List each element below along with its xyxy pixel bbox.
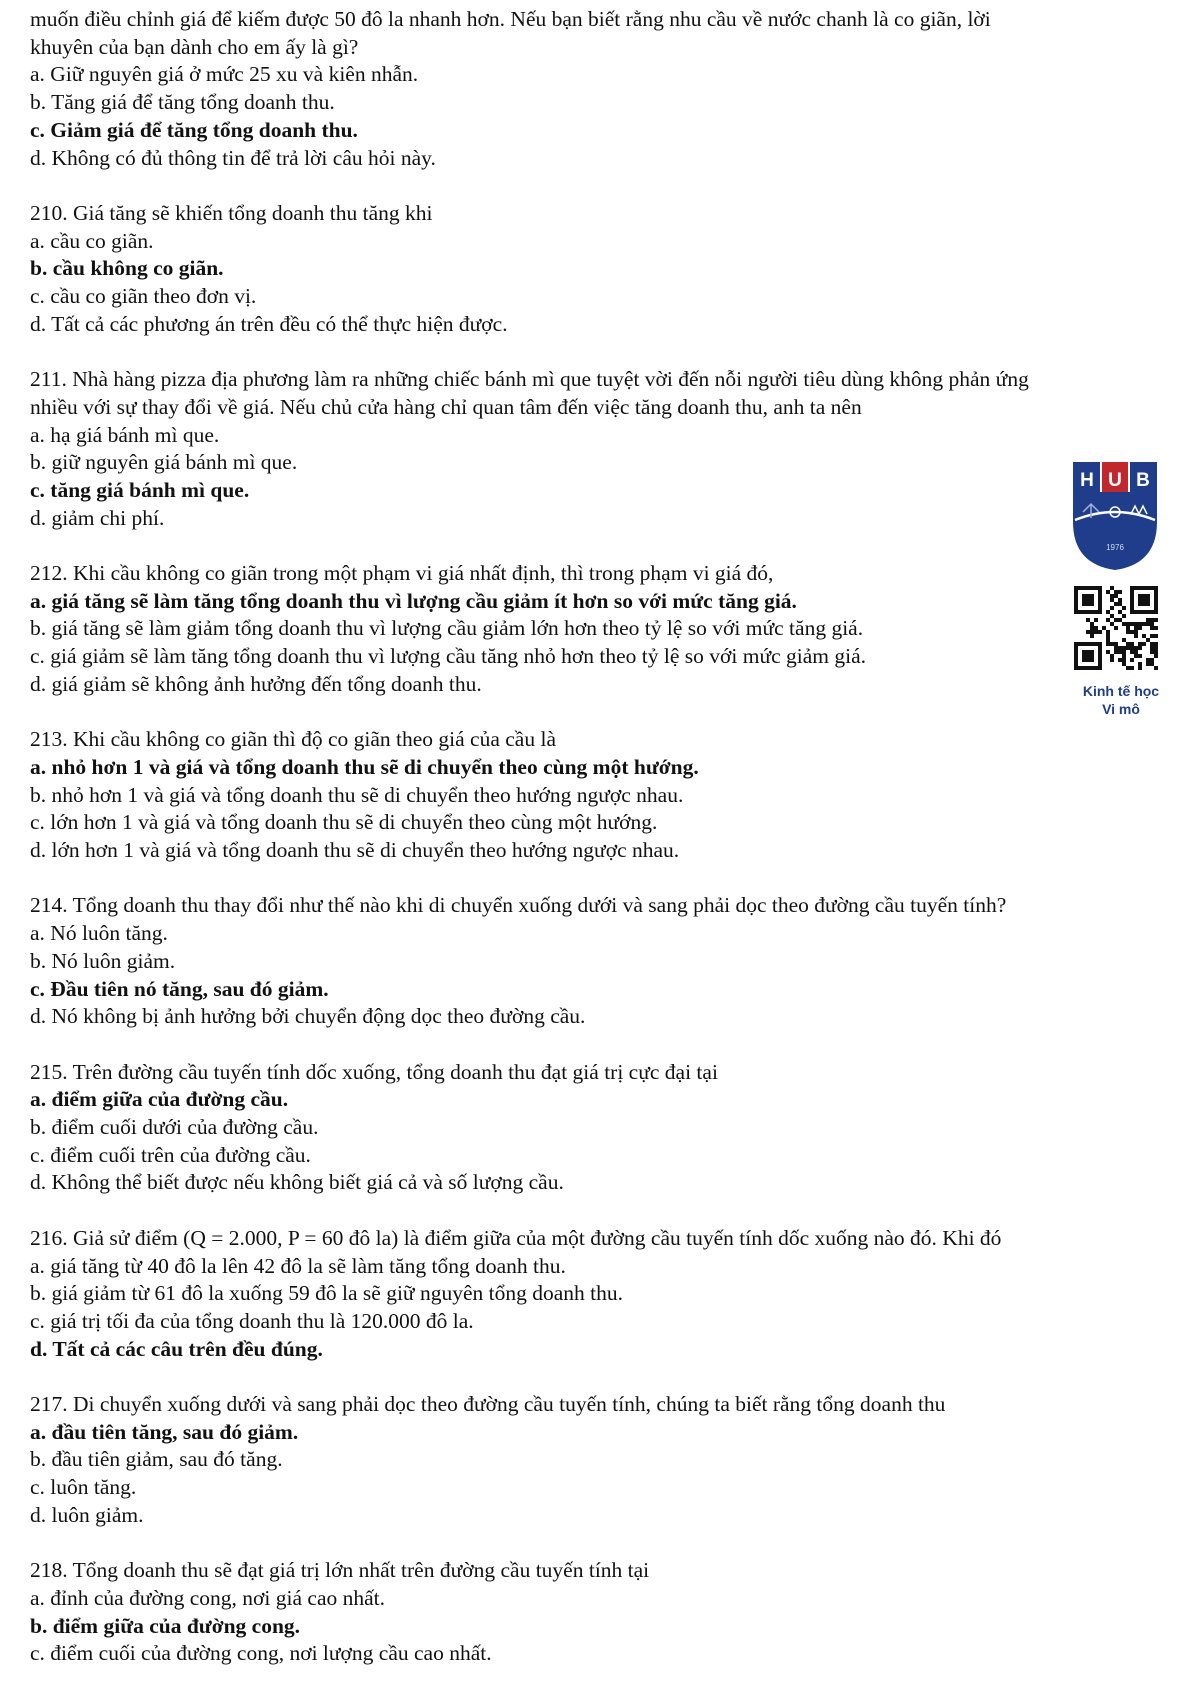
block-spacer	[30, 1031, 1160, 1059]
text-line: c. giá trị tối đa của tổng doanh thu là 120.000 đô la.	[30, 1308, 474, 1333]
logo-letter-b: B	[1136, 470, 1150, 491]
text-line: d. giá giảm sẽ không ảnh hưởng đến tổng doanh thu.	[30, 671, 482, 696]
text-line: 218. Tổng doanh thu sẽ đạt giá trị lớn nhất trên đường cầu tuyến tính tại	[30, 1558, 650, 1583]
question-block	[30, 1557, 1160, 1668]
text-line: 217. Di chuyển xuống dưới và sang phải dọc theo đường cầu tuyến tính, chúng ta biết rằng tổng doanh thu	[30, 1392, 946, 1417]
text-line: a. đỉnh của đường cong, nơi giá cao nhất.	[30, 1585, 386, 1610]
correct-answer-line: c. Giảm giá để tăng tổng doanh thu.	[30, 117, 358, 142]
text-line: b. giá tăng sẽ làm giảm tổng doanh thu vì lượng cầu giảm lớn hơn theo tỷ lệ so với mức tăng giá.	[30, 616, 864, 641]
block-spacer	[30, 532, 1160, 560]
text-line: b. Tăng giá để tăng tổng doanh thu.	[30, 90, 335, 115]
text-line: 212. Khi cầu không co giãn trong một phạm vi giá nhất định, thì trong phạm vi giá đó,	[30, 561, 774, 586]
text-line: d. Không thể biết được nếu không biết giá cả và số lượng cầu.	[30, 1170, 564, 1195]
correct-answer-line: c. tăng giá bánh mì que.	[30, 477, 250, 502]
branding-caption	[1071, 682, 1171, 718]
text-line: 213. Khi cầu không co giãn thì độ co giãn theo giá của cầu là	[30, 727, 556, 752]
correct-answer-line: d. Tất cả các câu trên đều đúng.	[30, 1336, 323, 1361]
block-spacer	[30, 865, 1160, 893]
block-spacer	[30, 699, 1160, 727]
text-line: a. hạ giá bánh mì que.	[30, 422, 220, 447]
text-line: 210. Giá tăng sẽ khiến tổng doanh thu tăng khi	[30, 200, 433, 225]
text-line: a. giá tăng từ 40 đô la lên 42 đô la sẽ làm tăng tổng doanh thu.	[30, 1253, 566, 1278]
text-line: b. nhỏ hơn 1 và giá và tổng doanh thu sẽ di chuyển theo hướng ngược nhau.	[30, 782, 684, 807]
question-block	[30, 726, 1160, 865]
text-line: a. cầu co giãn.	[30, 228, 154, 253]
question-block	[30, 1059, 1160, 1198]
text-line: c. điểm cuối trên của đường cầu.	[30, 1142, 311, 1167]
block-spacer	[30, 1530, 1160, 1558]
logo-year: 1976	[1106, 543, 1124, 552]
question-block	[30, 892, 1160, 1031]
text-line: 215. Trên đường cầu tuyến tính dốc xuống, tổng doanh thu đạt giá trị cực đại tại	[30, 1059, 718, 1084]
text-line: d. Không có đủ thông tin để trả lời câu hỏi này.	[30, 145, 436, 170]
text-line: b. điểm cuối dưới của đường cầu.	[30, 1115, 319, 1140]
text-line: 216. Giả sử điểm (Q = 2.000, P = 60 đô la) là điểm giữa của một đường cầu tuyến tính dốc xuống nào đó. Khi đó	[30, 1225, 1002, 1250]
text-line: d. lớn hơn 1 và giá và tổng doanh thu sẽ di chuyển theo hướng ngược nhau.	[30, 838, 680, 863]
text-line: 214. Tổng doanh thu thay đổi như thế nào khi di chuyển xuống dưới và sang phải dọc theo đường cầu tuyến tính?	[30, 893, 1007, 918]
text-line: c. luôn tăng.	[30, 1475, 137, 1500]
hub-logo-icon	[1071, 460, 1159, 572]
text-line: c. điểm cuối của đường cong, nơi lượng cầu cao nhất.	[30, 1641, 492, 1666]
correct-answer-line: c. Đầu tiên nó tăng, sau đó giảm.	[30, 976, 329, 1001]
text-line: d. giảm chi phí.	[30, 505, 165, 530]
text-line: a. Giữ nguyên giá ở mức 25 xu và kiên nhẫn.	[30, 62, 419, 87]
block-spacer	[30, 1363, 1160, 1391]
block-spacer	[30, 172, 1160, 200]
text-line: b. Nó luôn giảm.	[30, 948, 176, 973]
block-spacer	[30, 338, 1160, 366]
question-block	[30, 366, 1160, 532]
text-line: a. Nó luôn tăng.	[30, 921, 168, 946]
question-block	[30, 200, 1160, 339]
text-line: b. giá giảm từ 61 đô la xuống 59 đô la sẽ giữ nguyên tổng doanh thu.	[30, 1281, 623, 1306]
block-spacer	[30, 1197, 1160, 1225]
logo-letter-h: H	[1080, 470, 1094, 491]
text-line: b. giữ nguyên giá bánh mì que.	[30, 450, 298, 475]
correct-answer-line: a. điểm giữa của đường cầu.	[30, 1087, 289, 1112]
text-line: b. đầu tiên giảm, sau đó tăng.	[30, 1447, 283, 1472]
text-line: muốn điều chỉnh giá để kiếm được 50 đô la nhanh hơn. Nếu bạn biết rằng nhu cầu về nước chanh là co giãn, lời	[30, 7, 991, 31]
correct-answer-line: a. đầu tiên tăng, sau đó giảm.	[30, 1419, 299, 1444]
qr-code-icon	[1074, 586, 1158, 670]
text-line: nhiều với sự thay đổi về giá. Nếu chủ cửa hàng chỉ quan tâm đến việc tăng doanh thu, anh ta nên	[30, 394, 862, 419]
text-line: c. cầu co giãn theo đơn vị.	[30, 284, 257, 309]
caption-line-1: Kinh tế học	[1082, 683, 1160, 699]
text-line: d. Nó không bị ảnh hưởng bởi chuyển động dọc theo đường cầu.	[30, 1004, 586, 1029]
text-line: d. Tất cả các phương án trên đều có thể thực hiện được.	[30, 311, 508, 336]
logo-letter-u: U	[1108, 470, 1122, 491]
caption-line-2: Vi mô	[1102, 701, 1140, 717]
correct-answer-line: a. nhỏ hơn 1 và giá và tổng doanh thu sẽ di chuyển theo cùng một hướng.	[30, 754, 699, 779]
correct-answer-line: b. điểm giữa của đường cong.	[30, 1613, 301, 1638]
question-block	[30, 1391, 1160, 1530]
text-line: d. luôn giảm.	[30, 1502, 144, 1527]
question-block	[30, 6, 1160, 172]
question-block	[30, 560, 1160, 699]
side-branding	[1071, 460, 1171, 718]
text-line: c. giá giảm sẽ làm tăng tổng doanh thu vì lượng cầu tăng nhỏ hơn theo tỷ lệ so với mức giảm giá.	[30, 644, 867, 669]
correct-answer-line: b. cầu không co giãn.	[30, 256, 224, 281]
text-line: khuyên của bạn dành cho em ấy là gì?	[30, 34, 359, 59]
text-line: 211. Nhà hàng pizza địa phương làm ra những chiếc bánh mì que tuyệt vời đến nỗi người tiêu dùng không phản ứng	[30, 367, 1029, 392]
correct-answer-line: a. giá tăng sẽ làm tăng tổng doanh thu vì lượng cầu giảm ít hơn so với mức tăng giá.	[30, 588, 797, 613]
text-line: c. lớn hơn 1 và giá và tổng doanh thu sẽ di chuyển theo cùng một hướng.	[30, 810, 658, 835]
question-block	[30, 1225, 1160, 1364]
question-list	[30, 6, 1160, 1668]
